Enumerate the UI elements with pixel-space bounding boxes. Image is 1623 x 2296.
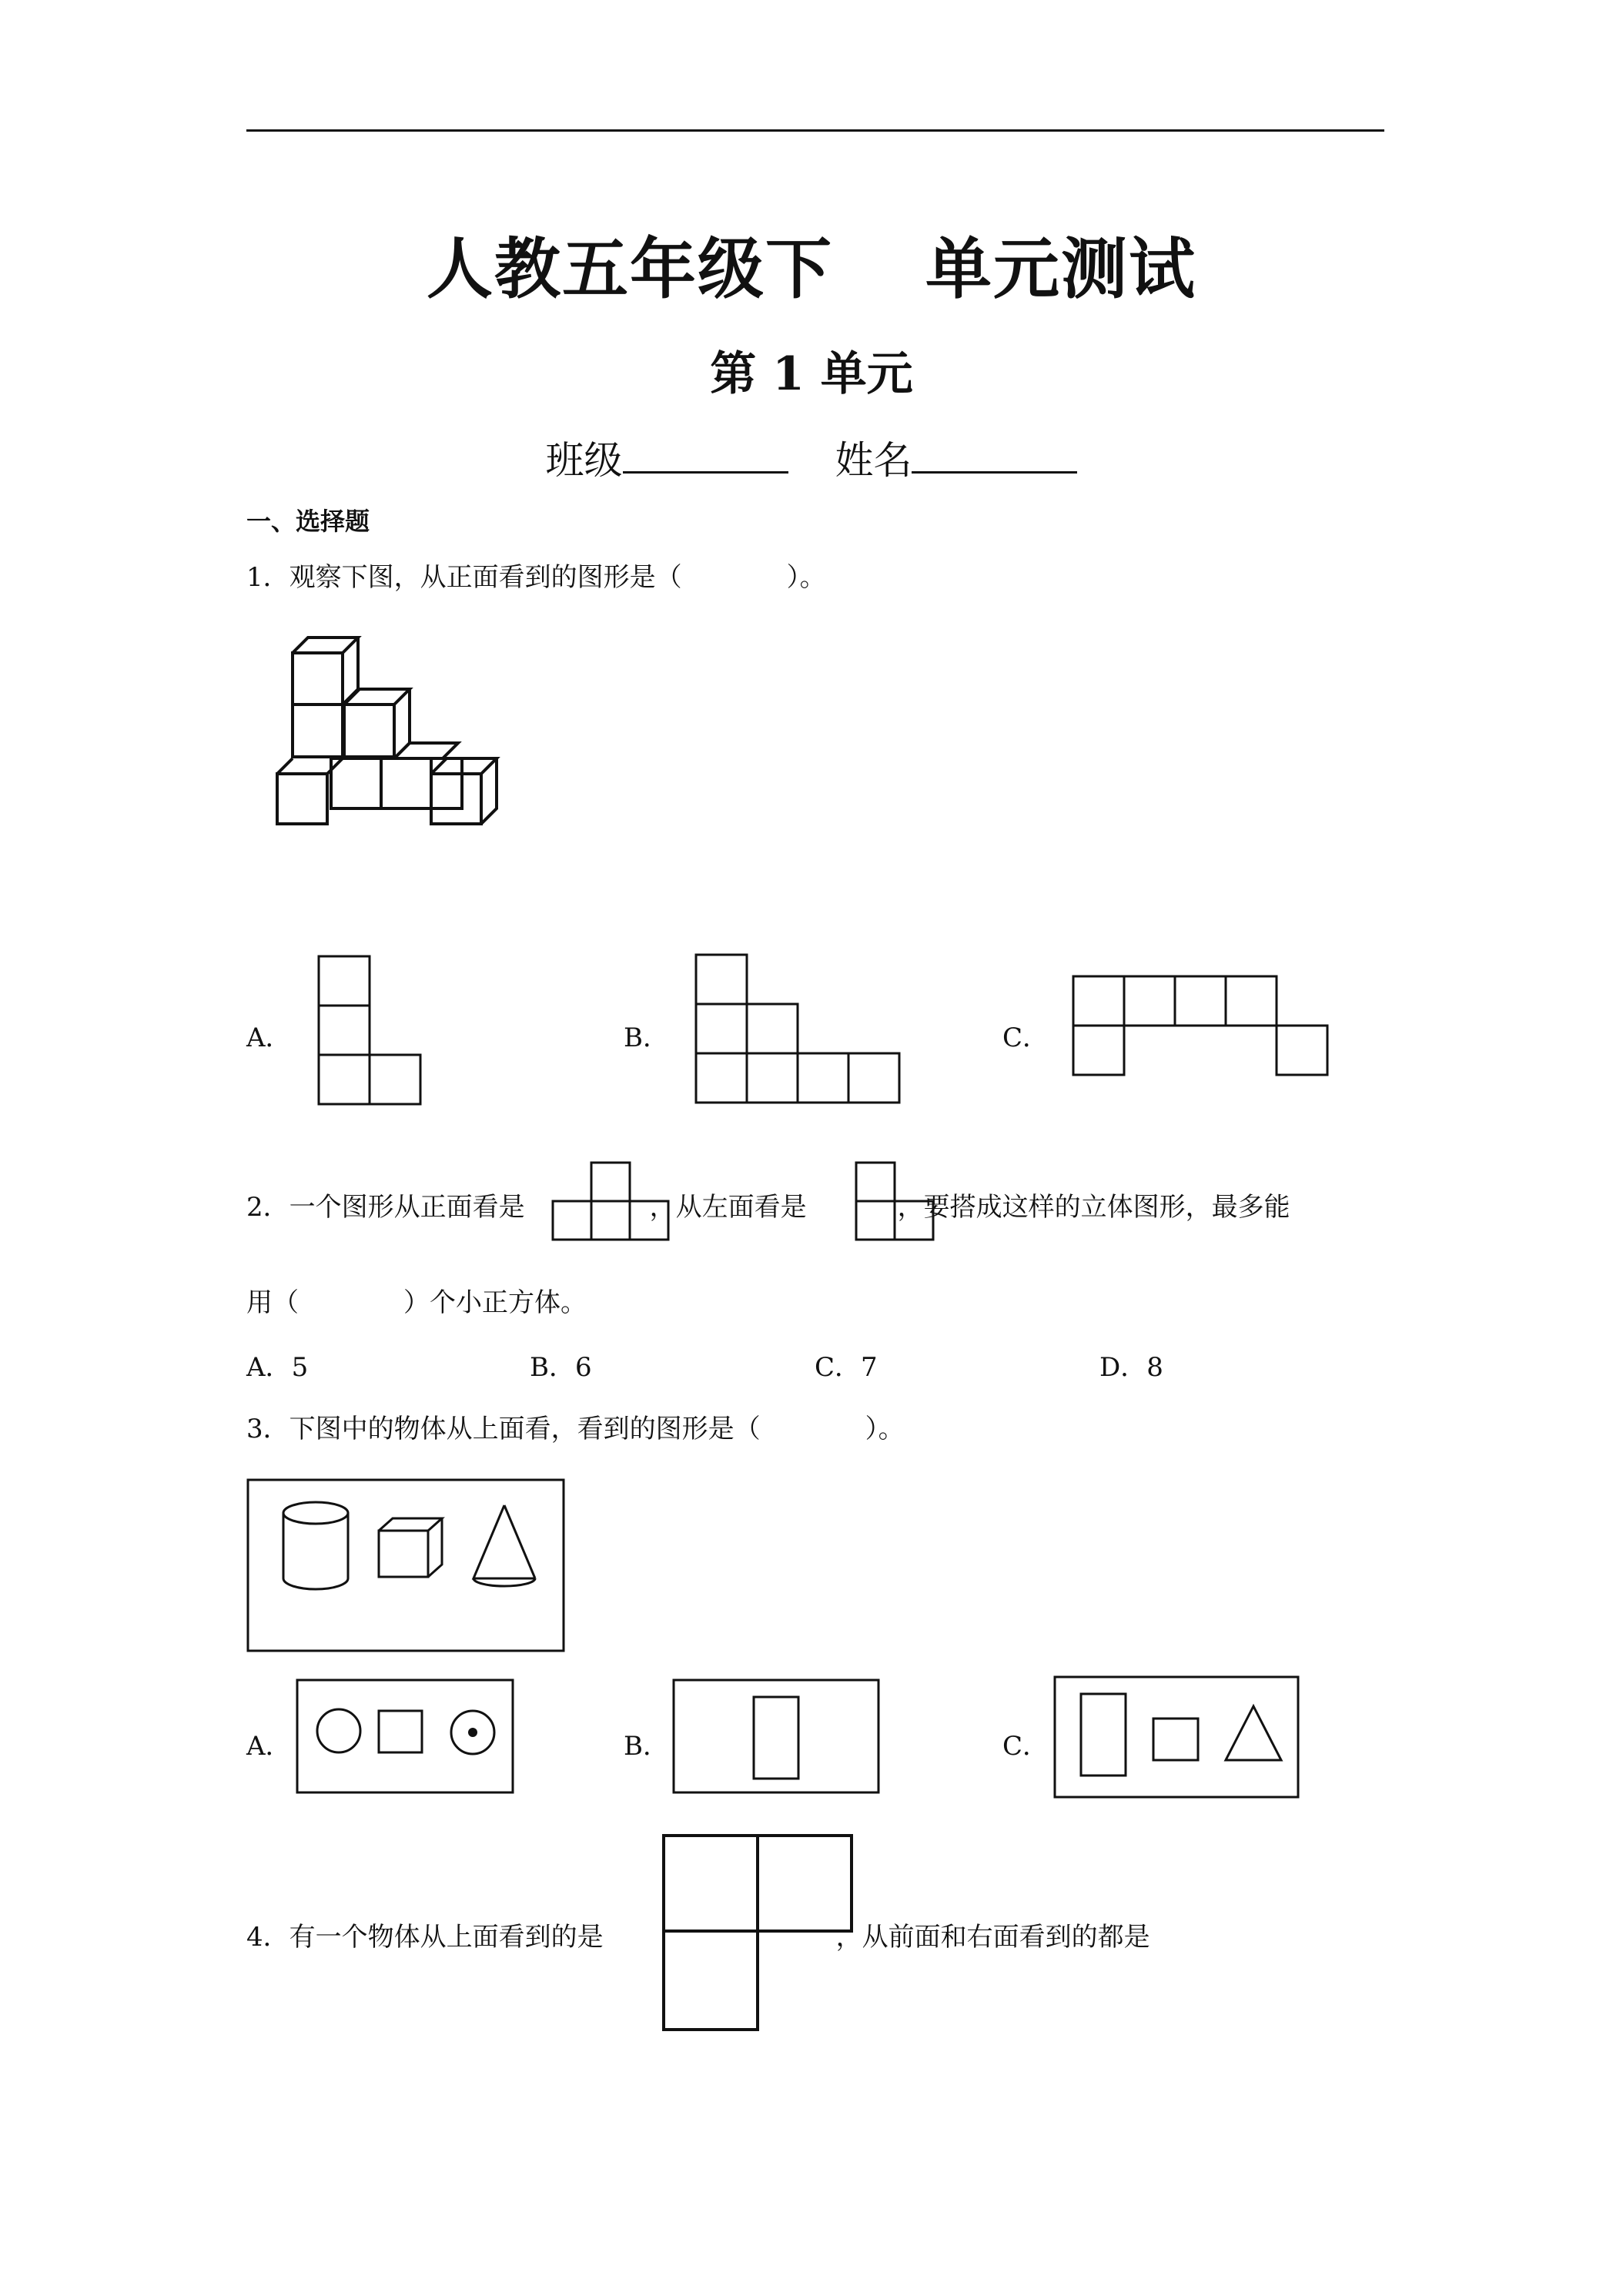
q3-option-c-label[interactable]: C． [1002, 1731, 1049, 1762]
q3-option-b-label[interactable]: B． [624, 1731, 669, 1762]
question-4-text-1: 有一个物体从上面看到的是 [289, 1922, 604, 1953]
q1-option-a-label[interactable]: A． [246, 1022, 292, 1053]
question-2-text-1: 一个图形从正面看是 [289, 1192, 525, 1223]
q3-option-a-label[interactable]: A． [246, 1731, 292, 1762]
q2-option-a-value: 5 [291, 1352, 309, 1383]
q1-option-c-figure[interactable] [1072, 975, 1337, 1083]
question-1-text: 观察下图，从正面看到的图形是（ ）。 [289, 562, 826, 593]
q2-left-view-figure [855, 1161, 939, 1246]
class-label: 班级 [545, 438, 623, 483]
title-right: 单元测试 [925, 231, 1196, 308]
question-2-text-3: ，要搭成这样的立体图形，最多能 [897, 1192, 1290, 1223]
q1-option-c-label[interactable]: C． [1002, 1022, 1049, 1053]
q2-option-b-label: B． [530, 1352, 575, 1383]
q2-option-d[interactable] [1099, 1346, 1163, 1384]
q1-option-b-figure[interactable] [694, 953, 910, 1107]
q2-option-c[interactable] [815, 1346, 878, 1384]
question-1-number: 1． [246, 562, 289, 593]
q3-objects-figure [246, 1478, 566, 1655]
q2-front-view-figure [551, 1161, 674, 1246]
class-name-line [0, 430, 1623, 485]
top-rule [246, 129, 1384, 132]
page-title [0, 216, 1623, 311]
name-label: 姓名 [835, 438, 912, 483]
question-1 [246, 556, 826, 594]
q2-option-a-label: A． [246, 1352, 292, 1383]
question-2-line2: 用（ ）个小正方体。 [246, 1287, 587, 1318]
q2-option-a[interactable] [246, 1346, 308, 1384]
question-4-number: 4． [246, 1922, 289, 1953]
q4-top-view-figure [662, 1834, 856, 2034]
question-2-text-2: ，从左面看是 [649, 1192, 807, 1223]
q2-option-d-label: D． [1099, 1352, 1147, 1383]
q1-option-a-figure[interactable] [317, 955, 425, 1109]
class-blank[interactable] [623, 433, 788, 474]
q2-option-b[interactable] [530, 1346, 592, 1384]
question-3-text: 下图中的物体从上面看，看到的图形是（ ）。 [289, 1414, 905, 1444]
question-3 [246, 1407, 905, 1445]
question-2 [246, 1186, 1290, 1223]
q2-option-b-value: 6 [575, 1352, 592, 1383]
q3-option-a-figure[interactable] [296, 1678, 515, 1796]
q2-option-c-label: C． [815, 1352, 862, 1383]
q3-option-b-figure[interactable] [672, 1678, 882, 1796]
title-left: 人教五年级下 [427, 231, 833, 308]
question-2-number: 2． [246, 1192, 289, 1223]
q2-option-c-value: 7 [861, 1352, 878, 1383]
q1-option-b-label[interactable]: B． [624, 1022, 669, 1053]
name-blank[interactable] [912, 433, 1077, 474]
question-3-number: 3． [246, 1414, 289, 1444]
unit-heading: 第 1 单元 [710, 347, 913, 401]
q1-cube-figure [273, 631, 508, 832]
q3-option-c-figure[interactable] [1053, 1675, 1301, 1800]
section-title: 一、选择题 [246, 507, 370, 536]
question-4-text-2: ，从前面和右面看到的都是 [835, 1922, 1150, 1953]
q2-option-d-value: 8 [1146, 1352, 1163, 1383]
